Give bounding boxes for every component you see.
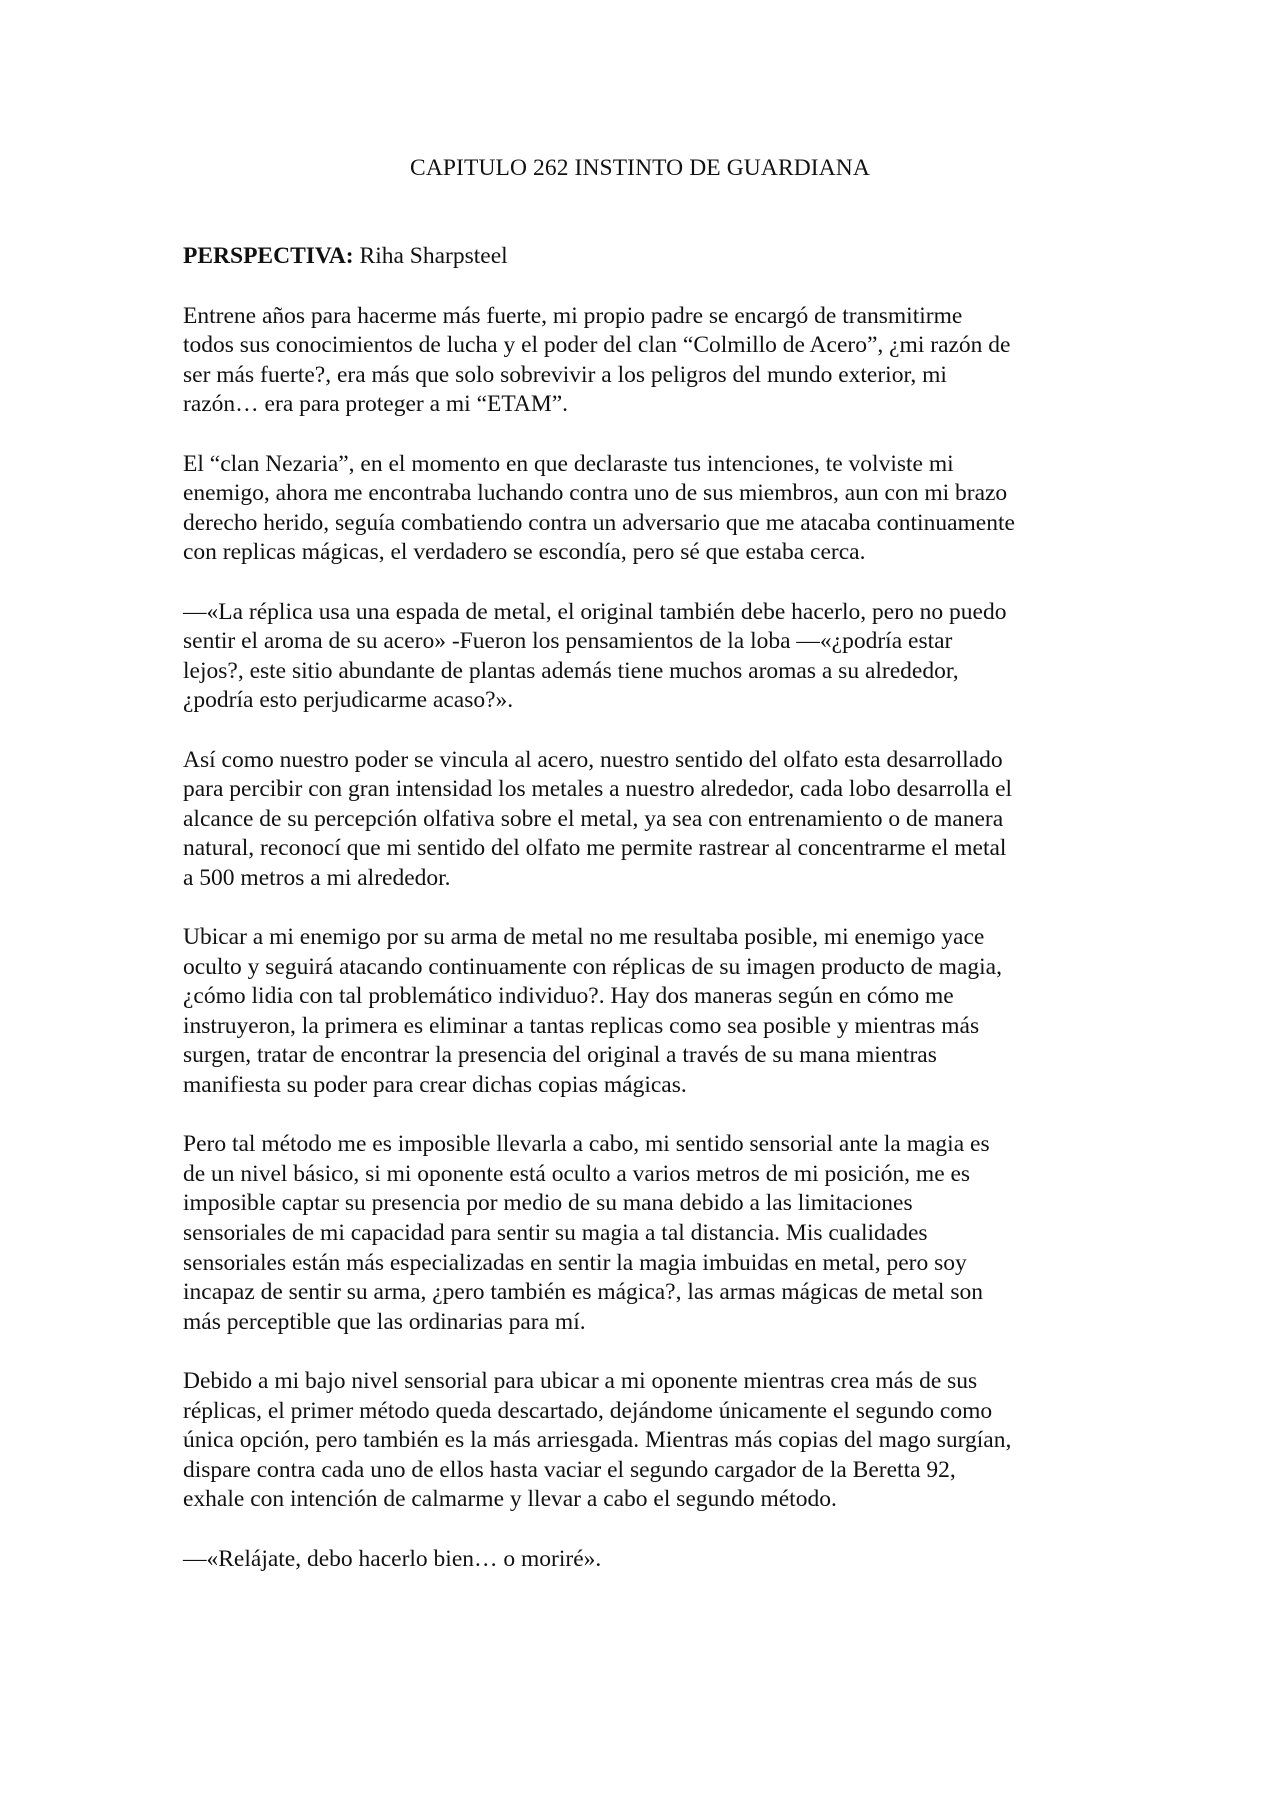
paragraph [183,1130,1103,1337]
text-line: El “clan Nezaria”, en el momento en que declaraste tus intenciones, te volviste mi [183,450,954,477]
text-line: manifiesta su poder para crear dichas copias mágicas. [183,1072,687,1099]
text-line: lejos?, este sitio abundante de plantas además tiene muchos aromas a su alrededor, [183,657,959,684]
text-line: —«Relájate, debo hacerlo bien… o moriré». [183,1545,602,1572]
text-line: ¿cómo lidia con tal problemático individuo?. Hay dos maneras según en cómo me [183,983,954,1010]
text-line: oculto y seguirá atacando continuamente con réplicas de su imagen producto de magia, [183,953,1002,980]
text-line: Debido a mi bajo nivel sensorial para ubicar a mi oponente mientras crea más de sus [183,1367,978,1394]
paragraph [183,450,1103,568]
text-line: Pero tal método me es imposible llevarla a cabo, mi sentido sensorial ante la magia es [183,1131,990,1158]
paragraph [183,598,1103,716]
text-line: sensoriales están más especializadas en sentir la magia imbuidas en metal, pero soy [183,1249,967,1276]
text-line: sensoriales de mi capacidad para sentir su magia a tal distancia. Mis cualidades [183,1220,928,1246]
text-line: más perceptible que las ordinarias para mí. [183,1308,586,1335]
perspective-line [183,242,1103,272]
text-line: ¿podría esto perjudicarme acaso?». [183,687,514,714]
text-line: surgen, tratar de encontrar la presencia del original a través de su mana mientras [183,1042,937,1069]
text-line: réplicas, el primer método queda descartado, dejándome únicamente el segundo como [183,1397,993,1424]
perspective-label: PERSPECTIVA: [183,243,354,269]
text-line: enemigo, ahora me encontraba luchando contra uno de sus miembros, aun con mi brazo [183,480,1008,507]
text-line: de un nivel básico, si mi oponente está oculto a varios metros de mi posición, me es [183,1160,971,1187]
paragraph [183,923,1103,1101]
text-line: ser más fuerte?, era más que solo sobrevivir a los peligros del mundo exterior, mi [183,361,947,388]
text-line: razón… era para proteger a mi “ETAM”. [183,391,569,418]
text-line: Ubicar a mi enemigo por su arma de metal no me resultaba posible, mi enemigo yace [183,924,985,951]
text-line: Entrene años para hacerme más fuerte, mi propio padre se encargó de transmitirme [183,302,963,329]
text-line: a 500 metros a mi alrededor. [183,864,451,891]
text-line: —«La réplica usa una espada de metal, el original también debe hacerlo, pero no puedo [183,598,1007,625]
text-line: dispare contra cada uno de ellos hasta vaciar el segundo cargador de la Beretta 92, [183,1456,956,1483]
text-line: imposible captar su presencia por medio de su mana debido a las limitaciones [183,1190,913,1217]
text-line: todos sus conocimientos de lucha y el poder del clan “Colmillo de Acero”, ¿mi razón de [183,332,1011,359]
perspective-value: Riha Sharpsteel [353,243,508,269]
paragraph [183,302,1103,420]
paragraph [183,1545,1103,1575]
text-line: para percibir con gran intensidad los metales a nuestro alrededor, cada lobo desarrolla el [183,776,1013,803]
paragraph-list [183,302,1103,1575]
text-line: única opción, pero también es la más arriesgada. Mientras más copias del mago surgían, [183,1427,1012,1454]
text-line: con replicas mágicas, el verdadero se escondía, pero sé que estaba cerca. [183,539,866,566]
text-line: exhale con intención de calmarme y llevar a cabo el segundo método. [183,1486,837,1513]
paragraph [183,746,1103,894]
document-body [183,242,1103,1604]
text-line: incapaz de sentir su arma, ¿pero también es mágica?, las armas mágicas de metal son [183,1279,983,1306]
text-line: instruyeron, la primera es eliminar a tantas replicas como sea posible y mientras más [183,1012,980,1039]
paragraph [183,1367,1103,1515]
text-line: natural, reconocí que mi sentido del olfato me permite rastrear al concentrarme el metal [183,835,1007,862]
text-line: derecho herido, seguía combatiendo contra un adversario que me atacaba continuamente [183,509,1015,536]
chapter-title: CAPITULO 262 INSTINTO DE GUARDIANA [410,155,870,181]
text-line: sentir el aroma de su acero» -Fueron los pensamientos de la loba —«¿podría estar [183,628,953,655]
text-line: alcance de su percepción olfativa sobre el metal, ya sea con entrenamiento o de manera [183,805,1004,832]
text-line: Así como nuestro poder se vincula al acero, nuestro sentido del olfato esta desarrollado [183,746,1003,773]
